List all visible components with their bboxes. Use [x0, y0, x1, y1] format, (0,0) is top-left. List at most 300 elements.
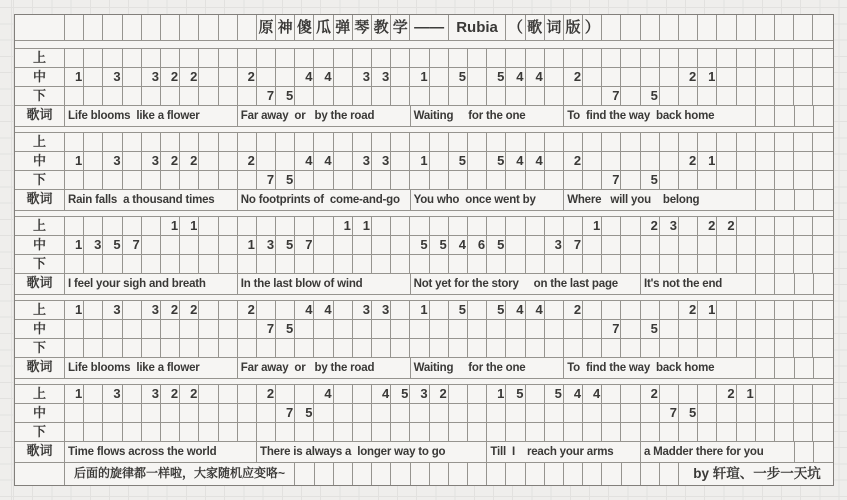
- lyric-segment: Rain falls a thousand times: [65, 190, 238, 210]
- grid-cell: [103, 217, 122, 235]
- grid-cell: [602, 385, 621, 403]
- grid-cell: [314, 133, 333, 151]
- grid-cell: [334, 68, 353, 86]
- grid-cell: [717, 423, 736, 441]
- grid-cell: [161, 171, 180, 189]
- grid-cell: [372, 133, 391, 151]
- note-cell: 4: [314, 301, 333, 319]
- grid-cell: [583, 339, 602, 357]
- grid-cell: [660, 423, 679, 441]
- grid-cell: [621, 255, 640, 273]
- grid-cell: [621, 339, 640, 357]
- grid-cell: [391, 171, 410, 189]
- grid-cell: [487, 171, 506, 189]
- grid-cell: [372, 339, 391, 357]
- grid-cell: [123, 404, 142, 422]
- grid-cell: [391, 404, 410, 422]
- grid-cell: [353, 87, 372, 105]
- grid-cell: [334, 463, 353, 485]
- grid-cell: [468, 320, 487, 338]
- grid-cell: [794, 171, 813, 189]
- grid-cell: [430, 68, 449, 86]
- grid-cell: [775, 274, 794, 294]
- grid-cell: [583, 404, 602, 422]
- grid-cell: [334, 404, 353, 422]
- grid-cell: [621, 68, 640, 86]
- grid-cell: [583, 320, 602, 338]
- grid-cell: [449, 255, 468, 273]
- grid-cell: [814, 442, 833, 462]
- grid-cell: [602, 404, 621, 422]
- grid-cell: [756, 404, 775, 422]
- grid-cell: [314, 255, 333, 273]
- grid-cell: [794, 320, 813, 338]
- lyric-segment: It's not the end: [641, 274, 756, 294]
- grid-cell: [545, 320, 564, 338]
- grid-cell: [123, 339, 142, 357]
- grid-cell: [391, 301, 410, 319]
- grid-cell: [84, 423, 103, 441]
- lyric-row: [15, 106, 833, 127]
- grid-cell: [65, 133, 84, 151]
- grid-cell: [737, 15, 756, 40]
- grid-cell: [276, 301, 295, 319]
- grid-cell: [775, 358, 794, 378]
- grid-cell: [506, 49, 525, 67]
- note-cell: 1: [65, 68, 84, 86]
- grid-cell: [698, 423, 717, 441]
- grid-cell: [545, 339, 564, 357]
- grid-cell: [295, 320, 314, 338]
- grid-cell: [602, 133, 621, 151]
- title-char-cell: 版: [564, 15, 583, 40]
- note-cell: 3: [660, 217, 679, 235]
- row-label: 中: [15, 320, 65, 338]
- grid-cell: [564, 255, 583, 273]
- grid-cell: [660, 49, 679, 67]
- grid-cell: [449, 385, 468, 403]
- grid-cell: [276, 133, 295, 151]
- note-cell: 4: [506, 152, 525, 170]
- grid-cell: [430, 320, 449, 338]
- grid-cell: [679, 171, 698, 189]
- grid-cell: [199, 320, 218, 338]
- grid-cell: [257, 301, 276, 319]
- row-label: 歌词: [15, 190, 65, 210]
- grid-cell: [199, 423, 218, 441]
- grid-cell: [257, 68, 276, 86]
- note-cell: 7: [660, 404, 679, 422]
- note-row: [15, 255, 833, 274]
- grid-cell: [219, 236, 238, 254]
- grid-cell: [814, 358, 833, 378]
- grid-cell: [142, 49, 161, 67]
- grid-cell: [199, 49, 218, 67]
- note-cell: 2: [641, 385, 660, 403]
- grid-cell: [219, 49, 238, 67]
- grid-cell: [430, 152, 449, 170]
- grid-cell: [353, 255, 372, 273]
- grid-cell: [391, 320, 410, 338]
- grid-cell: [641, 255, 660, 273]
- grid-cell: [219, 385, 238, 403]
- grid-cell: [295, 423, 314, 441]
- grid-cell: [526, 339, 545, 357]
- grid-cell: [219, 217, 238, 235]
- grid-cell: [794, 217, 813, 235]
- grid-cell: [391, 133, 410, 151]
- grid-cell: [526, 423, 545, 441]
- grid-cell: [602, 339, 621, 357]
- lyric-row: [15, 274, 833, 295]
- grid-cell: [506, 217, 525, 235]
- grid-cell: [410, 49, 429, 67]
- grid-cell: [161, 423, 180, 441]
- grid-cell: [602, 15, 621, 40]
- row-label: 中: [15, 236, 65, 254]
- grid-cell: [526, 320, 545, 338]
- grid-cell: [391, 68, 410, 86]
- grid-cell: [103, 423, 122, 441]
- grid-cell: [123, 133, 142, 151]
- grid-cell: [449, 133, 468, 151]
- grid-cell: [161, 236, 180, 254]
- grid-cell: [602, 236, 621, 254]
- grid-cell: [641, 49, 660, 67]
- grid-cell: [84, 49, 103, 67]
- grid-cell: [641, 15, 660, 40]
- grid-cell: [334, 385, 353, 403]
- grid-cell: [199, 68, 218, 86]
- grid-cell: [449, 217, 468, 235]
- grid-cell: [334, 49, 353, 67]
- note-row: [15, 301, 833, 320]
- note-cell: 5: [449, 68, 468, 86]
- grid-cell: [468, 255, 487, 273]
- grid-cell: [142, 423, 161, 441]
- lyric-segment: Where will you belong: [564, 190, 756, 210]
- title-char-cell: （: [506, 15, 525, 40]
- grid-cell: [621, 385, 640, 403]
- grid-cell: [391, 152, 410, 170]
- note-cell: 4: [314, 152, 333, 170]
- grid-cell: [545, 171, 564, 189]
- grid-cell: [487, 217, 506, 235]
- grid-cell: [430, 133, 449, 151]
- grid-cell: [65, 320, 84, 338]
- grid-cell: [84, 87, 103, 105]
- row-label: 歌词: [15, 106, 65, 126]
- grid-cell: [123, 320, 142, 338]
- row-label: 歌词: [15, 442, 65, 462]
- grid-cell: [660, 320, 679, 338]
- lyric-row: [15, 358, 833, 379]
- grid-cell: [84, 255, 103, 273]
- music-sheet-table: [14, 14, 834, 486]
- grid-cell: [410, 339, 429, 357]
- note-cell: 5: [276, 236, 295, 254]
- grid-cell: [391, 49, 410, 67]
- note-cell: 3: [257, 236, 276, 254]
- grid-cell: [65, 87, 84, 105]
- note-row: [15, 236, 833, 255]
- title-dash: ——: [410, 15, 448, 40]
- grid-cell: [795, 274, 814, 294]
- grid-cell: [123, 49, 142, 67]
- grid-cell: [238, 87, 257, 105]
- grid-cell: [468, 49, 487, 67]
- grid-cell: [756, 171, 775, 189]
- footer-row: [15, 463, 833, 485]
- grid-cell: [410, 217, 429, 235]
- note-cell: 5: [276, 171, 295, 189]
- grid-cell: [621, 423, 640, 441]
- grid-cell: [314, 339, 333, 357]
- grid-cell: [449, 320, 468, 338]
- note-cell: 5: [391, 385, 410, 403]
- note-cell: 1: [698, 68, 717, 86]
- grid-cell: [526, 87, 545, 105]
- note-row: [15, 49, 833, 68]
- grid-cell: [737, 255, 756, 273]
- grid-cell: [564, 49, 583, 67]
- grid-cell: [334, 87, 353, 105]
- grid-cell: [334, 320, 353, 338]
- title-char-cell: 瓜: [314, 15, 333, 40]
- note-cell: 3: [103, 68, 122, 86]
- note-cell: 1: [410, 301, 429, 319]
- grid-cell: [660, 152, 679, 170]
- grid-cell: [794, 68, 813, 86]
- grid-cell: [506, 320, 525, 338]
- note-cell: 1: [583, 217, 602, 235]
- note-cell: 4: [506, 68, 525, 86]
- note-cell: 5: [487, 152, 506, 170]
- grid-cell: [602, 255, 621, 273]
- grid-cell: [219, 404, 238, 422]
- note-cell: 5: [545, 385, 564, 403]
- grid-cell: [219, 15, 238, 40]
- grid-cell: [449, 404, 468, 422]
- grid-cell: [506, 339, 525, 357]
- note-cell: 7: [276, 404, 295, 422]
- grid-cell: [526, 255, 545, 273]
- grid-cell: [314, 171, 333, 189]
- grid-cell: [583, 301, 602, 319]
- grid-cell: [295, 255, 314, 273]
- note-cell: 4: [564, 385, 583, 403]
- grid-cell: [794, 236, 813, 254]
- lyric-segment: To find the way back home: [564, 106, 756, 126]
- grid-cell: [372, 423, 391, 441]
- grid-cell: [372, 49, 391, 67]
- grid-cell: [238, 133, 257, 151]
- grid-cell: [65, 15, 84, 40]
- grid-cell: [372, 320, 391, 338]
- grid-cell: [391, 463, 410, 485]
- grid-cell: [161, 87, 180, 105]
- note-cell: 2: [161, 385, 180, 403]
- grid-cell: [391, 217, 410, 235]
- grid-cell: [103, 320, 122, 338]
- grid-cell: [334, 301, 353, 319]
- grid-cell: [84, 152, 103, 170]
- grid-cell: [775, 68, 794, 86]
- grid-cell: [506, 171, 525, 189]
- grid-cell: [410, 87, 429, 105]
- grid-cell: [698, 49, 717, 67]
- grid-cell: [660, 255, 679, 273]
- note-cell: 4: [295, 152, 314, 170]
- grid-cell: [219, 339, 238, 357]
- note-cell: 5: [276, 87, 295, 105]
- grid-cell: [180, 236, 199, 254]
- note-cell: 5: [487, 68, 506, 86]
- note-cell: 5: [487, 301, 506, 319]
- grid-cell: [449, 87, 468, 105]
- grid-cell: [564, 87, 583, 105]
- note-row: [15, 404, 833, 423]
- note-cell: 5: [410, 236, 429, 254]
- grid-cell: [430, 423, 449, 441]
- note-cell: 2: [564, 68, 583, 86]
- grid-cell: [813, 171, 832, 189]
- grid-cell: [84, 68, 103, 86]
- note-cell: 5: [103, 236, 122, 254]
- grid-cell: [660, 133, 679, 151]
- grid-cell: [679, 339, 698, 357]
- grid-cell: [775, 152, 794, 170]
- note-cell: 4: [372, 385, 391, 403]
- grid-cell: [487, 404, 506, 422]
- note-cell: 3: [353, 301, 372, 319]
- grid-cell: [679, 15, 698, 40]
- grid-cell: [353, 320, 372, 338]
- grid-cell: [506, 87, 525, 105]
- grid-cell: [276, 423, 295, 441]
- grid-cell: [679, 255, 698, 273]
- lyric-segment: Life blooms like a flower: [65, 358, 238, 378]
- grid-cell: [602, 49, 621, 67]
- row-label: 上: [15, 217, 65, 235]
- grid-cell: [775, 49, 794, 67]
- note-cell: 2: [698, 217, 717, 235]
- grid-cell: [430, 49, 449, 67]
- grid-cell: [756, 385, 775, 403]
- lyric-row: [15, 190, 833, 211]
- spacer-row: [15, 41, 833, 49]
- grid-cell: [468, 301, 487, 319]
- grid-cell: [698, 133, 717, 151]
- grid-cell: [142, 255, 161, 273]
- note-cell: 2: [238, 152, 257, 170]
- grid-cell: [411, 463, 430, 485]
- note-cell: 2: [679, 68, 698, 86]
- grid-cell: [199, 15, 218, 40]
- grid-cell: [506, 463, 525, 485]
- grid-cell: [103, 255, 122, 273]
- grid-cell: [795, 190, 814, 210]
- grid-cell: [123, 15, 142, 40]
- grid-cell: [314, 217, 333, 235]
- grid-cell: [756, 68, 775, 86]
- grid-cell: [679, 217, 698, 235]
- grid-cell: [353, 404, 372, 422]
- note-cell: 1: [65, 301, 84, 319]
- grid-cell: [103, 87, 122, 105]
- grid-cell: [813, 404, 832, 422]
- grid-cell: [794, 152, 813, 170]
- grid-cell: [430, 87, 449, 105]
- grid-cell: [142, 339, 161, 357]
- note-cell: 5: [449, 152, 468, 170]
- title-song-name: Rubia: [449, 15, 507, 40]
- lyric-segment: In the last blow of wind: [238, 274, 411, 294]
- grid-cell: [238, 217, 257, 235]
- grid-cell: [430, 255, 449, 273]
- grid-cell: [161, 339, 180, 357]
- note-row: [15, 68, 833, 87]
- grid-cell: [775, 339, 794, 357]
- grid-cell: [391, 87, 410, 105]
- note-cell: 5: [679, 404, 698, 422]
- grid-cell: [679, 133, 698, 151]
- grid-cell: [219, 423, 238, 441]
- grid-cell: [65, 217, 84, 235]
- row-label: 歌词: [15, 274, 65, 294]
- grid-cell: [660, 301, 679, 319]
- grid-cell: [180, 15, 199, 40]
- grid-cell: [775, 217, 794, 235]
- title-char-cell: 歌: [526, 15, 545, 40]
- lyric-segment: Waiting for the one: [411, 106, 565, 126]
- grid-cell: [602, 423, 621, 441]
- grid-cell: [103, 133, 122, 151]
- grid-cell: [756, 152, 775, 170]
- grid-cell: [717, 171, 736, 189]
- grid-cell: [314, 404, 333, 422]
- grid-cell: [487, 87, 506, 105]
- grid-cell: [487, 133, 506, 151]
- note-cell: 7: [257, 87, 276, 105]
- note-cell: 2: [564, 152, 583, 170]
- grid-cell: [545, 404, 564, 422]
- grid-cell: [238, 404, 257, 422]
- note-cell: 2: [161, 301, 180, 319]
- grid-cell: [487, 320, 506, 338]
- footer-note: 后面的旋律都一样啦，大家随机应变咯~: [65, 463, 295, 485]
- grid-cell: [180, 339, 199, 357]
- grid-cell: [487, 463, 506, 485]
- grid-cell: [199, 404, 218, 422]
- grid-cell: [84, 385, 103, 403]
- grid-cell: [545, 133, 564, 151]
- grid-cell: [621, 301, 640, 319]
- lyric-segment: Waiting for the one: [411, 358, 565, 378]
- grid-cell: [564, 404, 583, 422]
- grid-cell: [219, 320, 238, 338]
- grid-cell: [660, 171, 679, 189]
- grid-cell: [199, 301, 218, 319]
- grid-cell: [545, 49, 564, 67]
- grid-cell: [123, 217, 142, 235]
- title-char-cell: ）: [583, 15, 602, 40]
- grid-cell: [199, 87, 218, 105]
- grid-cell: [564, 171, 583, 189]
- grid-cell: [545, 255, 564, 273]
- grid-cell: [813, 385, 832, 403]
- grid-cell: [583, 87, 602, 105]
